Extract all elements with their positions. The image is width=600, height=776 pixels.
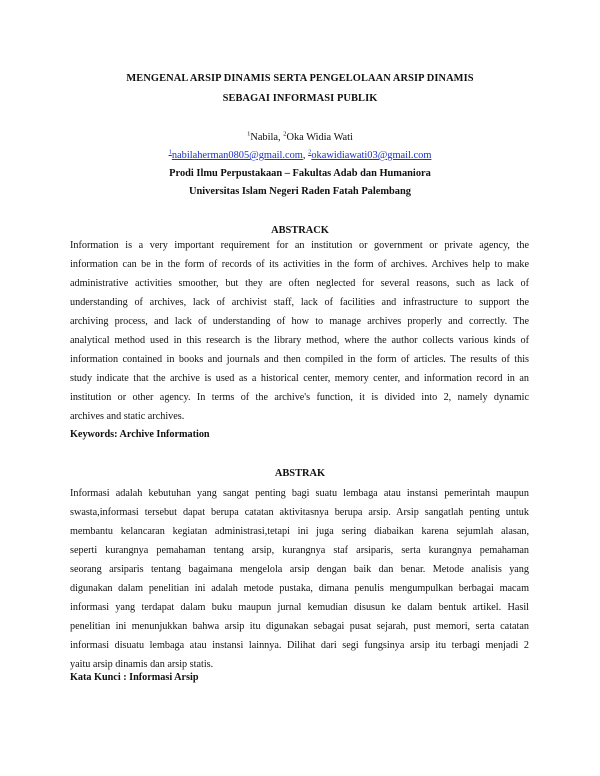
paper-title-line-1: MENGENAL ARSIP DINAMIS SERTA PENGELOLAAN ARSIP DINAMIS	[126, 73, 474, 84]
abstract-en-line: institution or other agency. In terms of the archive's function, it is divided into 2, namely dynamic	[70, 392, 529, 403]
abstract-en-line: Information is a very important requirement for an institution or government or private agency, the	[70, 240, 529, 251]
email2-superscript: 2	[308, 148, 312, 156]
abstract-en-heading: ABSTRACK	[271, 225, 329, 236]
abstract-en-line: administrative activities smoother, but they are often neglected for several reasons, such as lack of	[70, 278, 529, 289]
email-separator: ,	[302, 150, 309, 161]
abstract-en-line: analytical method used in this research is the library method, where the author collects various kinds of	[70, 335, 529, 346]
keywords-en: Keywords: Archive Information	[70, 429, 210, 440]
abstract-en-line: information contained in books and journals and then compiled in the form of articles. The results of this	[70, 354, 529, 365]
affiliation-faculty: Prodi Ilmu Perpustakaan – Fakultas Adab dan Humaniora	[169, 168, 431, 179]
abstract-en-line: archives and static archives.	[70, 411, 185, 422]
abstract-id-line: seorang arsiparis tentang bagaimana mengelola arsip dengan baik dan benar. Metode analisis yang	[70, 564, 529, 575]
abstract-en-line: archiving process, and lack of understanding of how to manage archives properly and correctly. The	[70, 316, 529, 327]
abstract-id-line: membantu kelancaran kegiatan administrasi,tetapi ini juga sering diabaikan karena sejumlah alasan,	[70, 526, 529, 537]
author-line	[40, 132, 560, 143]
abstract-en-line: information can be in the form of records of its activities in the form of archives. Archives help to make	[70, 259, 529, 270]
abstract-id-line: informasi disuatu lembaga atau instansi lainnya. Dilihat dari segi fungsinya arsip itu terbagi menjadi 2	[70, 640, 529, 651]
abstract-id-line: seperti kurangnya pemahaman tentang arsip, kurangnya staf arsiparis, serta kurangnya pemahaman	[70, 545, 529, 556]
abstract-id-line: digunakan dalam penelitian ini adalah metode pustaka, dimana penulis mengumpulkan berbagai macam	[70, 583, 529, 594]
affiliation-university: Universitas Islam Negeri Raden Fatah Palembang	[189, 186, 411, 197]
abstract-id-line: penelitian ini menunjukkan bahwa arsip itu digunakan sebagai pusat sejarah, pust memori, serta catatan	[70, 621, 529, 632]
email1-link[interactable]: nabilaherman0805@gmail.com	[171, 150, 303, 161]
email2-link[interactable]: okawidiawati03@gmail.com	[311, 150, 432, 161]
email-line	[40, 150, 560, 161]
abstract-id-line: yaitu arsip dinamis dan arsip statis.	[70, 659, 214, 670]
abstract-en-line: study indicate that the archive is used as a historical center, memory center, and information record in an	[70, 373, 529, 384]
abstract-id-heading: ABSTRAK	[274, 468, 326, 479]
author2-superscript: 2	[283, 130, 287, 138]
abstract-id-line: swasta,informasi tersebut dapat berupa catatan aktivitasnya berupa arsip. Arsip sangatlah penting untuk	[70, 507, 529, 518]
abstract-en-line: understanding of archives, lack of archivist staff, lack of facilities and infrastructure to support the	[70, 297, 529, 308]
abstract-id-line: informasi yang terdapat dalam buku maupun jurnal kemudian disusun ke dalam bentuk artikel. Hasil	[70, 602, 529, 613]
author1-name: Nabila,	[250, 132, 284, 143]
abstract-id-line: Informasi adalah kebutuhan yang sangat penting bagi suatu lembaga atau instansi pemerintah maupun	[70, 488, 529, 499]
author2-name: Oka Widia Wati	[286, 132, 353, 143]
paper-title-line-2: SEBAGAI INFORMASI PUBLIK	[222, 93, 378, 104]
email1-superscript: 1	[168, 148, 172, 156]
author1-superscript: 1	[247, 130, 251, 138]
keywords-id: Kata Kunci : Informasi Arsip	[70, 672, 199, 683]
